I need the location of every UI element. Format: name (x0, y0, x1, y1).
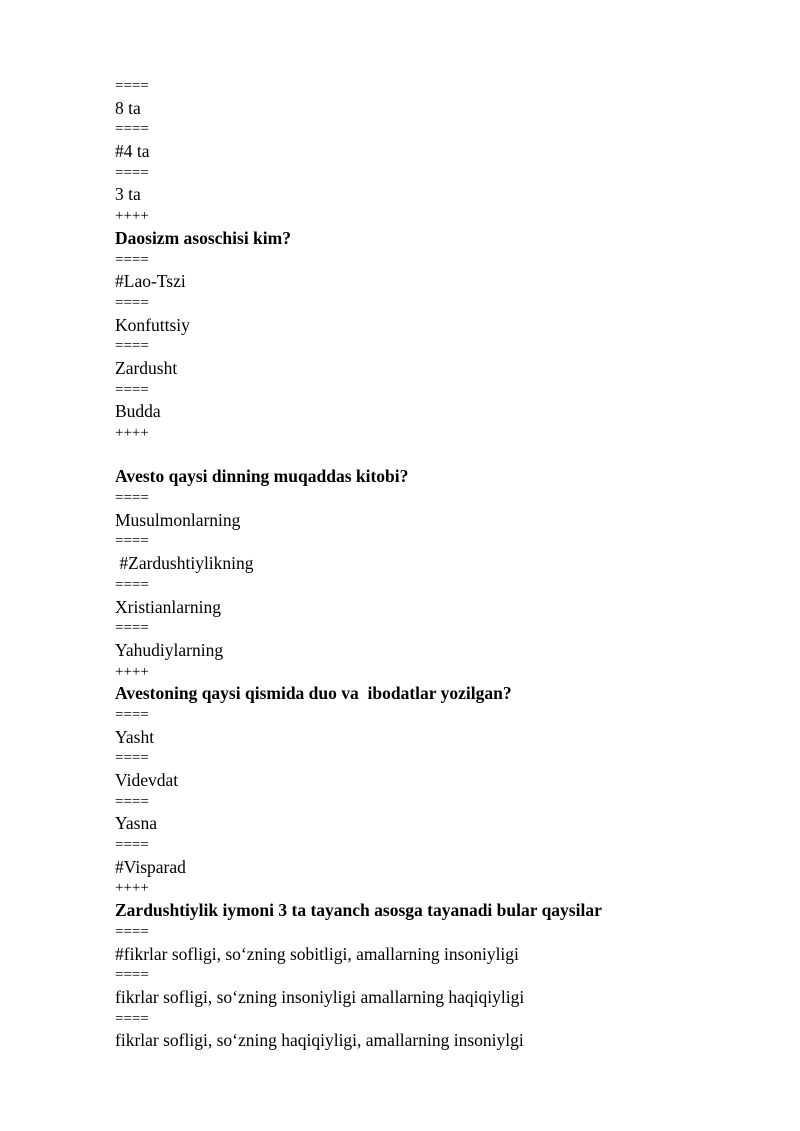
answer-line: Yasna (115, 813, 157, 834)
document-page (115, 76, 755, 1052)
separator-line: ++++ (115, 880, 149, 897)
answer-line: #fikrlar sofligi, so‘zning sobitligi, amallarning insoniyligi (115, 943, 519, 964)
separator-line: ++++ (115, 663, 149, 680)
question-line: Daosizm asoschisi kim? (115, 227, 291, 248)
answer-line: Yahudiylarning (115, 639, 224, 660)
separator-line: ==== (115, 967, 149, 984)
answer-line: Xristianlarning (115, 596, 221, 617)
separator-line: ==== (115, 620, 149, 637)
answer-line: fikrlar sofligi, so‘zning insoniyligi amallarning haqiqiyligi (115, 986, 525, 1007)
separator-line: ==== (115, 294, 149, 311)
separator-line: ==== (115, 750, 149, 767)
answer-line: Videvdat (115, 770, 179, 790)
separator-line: ==== (115, 164, 149, 181)
answer-line: 8 ta (115, 97, 141, 118)
answer-line: 3 ta (115, 184, 141, 205)
separator-line: ==== (115, 923, 149, 940)
answer-line: fikrlar sofligi, so‘zning haqiqiyligi, amallarning insoniylgi (115, 1030, 524, 1051)
separator-line: ==== (115, 1010, 149, 1027)
question-line: Avesto qaysi dinning muqaddas kitobi? (115, 466, 409, 487)
answer-line: #Visparad (115, 856, 186, 877)
separator-line: ==== (115, 837, 149, 854)
answer-line: #Lao-Tszi (115, 271, 186, 292)
separator-line: ==== (115, 338, 149, 355)
answer-line: Musulmonlarning (115, 509, 241, 530)
answer-line: Yasht (115, 726, 155, 747)
separator-line: ==== (115, 251, 149, 268)
separator-line: ==== (115, 533, 149, 550)
separator-line: ==== (115, 490, 149, 507)
separator-line: ==== (115, 576, 149, 593)
question-line: Avestoning qaysi qismida duo va ibodatlar yozilgan? (115, 683, 512, 704)
separator-line: ==== (115, 381, 149, 398)
separator-line: ++++ (115, 425, 149, 441)
blank-line (115, 445, 755, 467)
separator-line: ==== (115, 121, 149, 138)
answer-line: Zardusht (115, 357, 178, 378)
answer-line: Budda (115, 401, 161, 422)
separator-line: ==== (115, 78, 149, 94)
question-line: Zardushtiylik iymoni 3 ta tayanch asosga tayanadi bular qaysilar (115, 900, 602, 921)
answer-line: #4 ta (115, 141, 150, 162)
answer-line: #Zardushtiylikning (115, 553, 254, 574)
answer-line: Konfuttsiy (115, 314, 190, 335)
separator-line: ++++ (115, 208, 149, 225)
separator-line: ==== (115, 706, 149, 723)
separator-line: ==== (115, 793, 149, 810)
